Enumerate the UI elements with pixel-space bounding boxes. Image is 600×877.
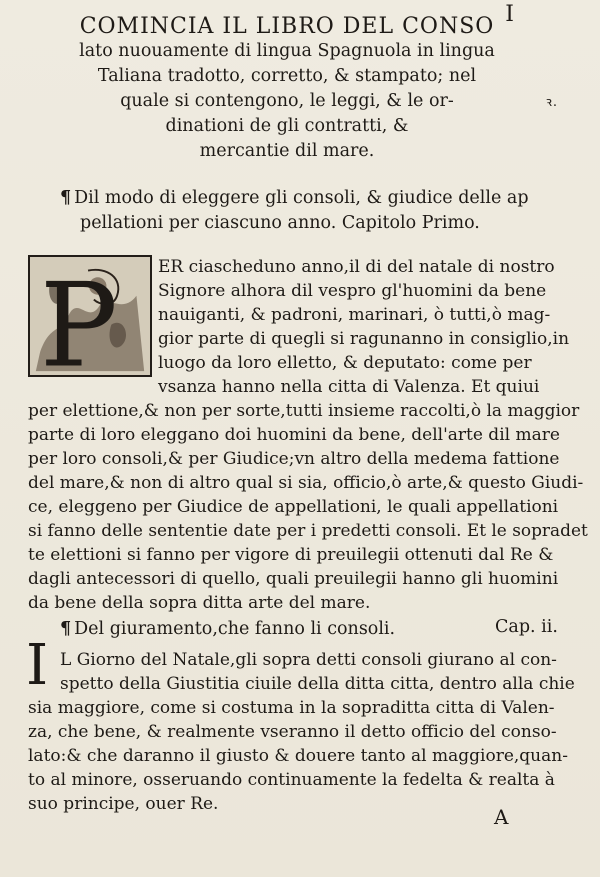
chapter2-line-3: sia maggiore, come si costuma in la sopraditta citta di Valen- bbox=[28, 698, 555, 718]
chapter1-heading-line-2: pellationi per ciascuno anno. Capitolo Primo. bbox=[80, 213, 480, 233]
title-block bbox=[52, 14, 522, 164]
folio-number: I bbox=[505, 2, 514, 27]
initial-letter bbox=[40, 258, 118, 375]
chapter1-line-2: Signore alhora dil vespro gl'huomini da bene bbox=[158, 281, 547, 301]
title-line-3: Taliana tradotto, corretto, & stampato; nel bbox=[97, 66, 477, 86]
chapter1-line-5: luogo da loro elletto, & deputato: come per bbox=[158, 353, 532, 373]
chapter1-line-8: parte di loro eleggano doi huomini da bene, dell'arte dil mare bbox=[28, 425, 560, 445]
chapter1-line-12: si fanno delle sententie date per i predetti consoli. Et le sopradet bbox=[28, 521, 588, 541]
chapter1-heading-line-1 bbox=[60, 186, 529, 211]
chapter2-line-7: suo principe, ouer Re. bbox=[28, 794, 219, 814]
woodcut-initial-icon bbox=[30, 257, 150, 375]
title-line-5: dinationi de gli contratti, & bbox=[165, 116, 409, 136]
chapter1-line-11: ce, eleggeno per Giudice de appellationi, le quali appellationi bbox=[28, 497, 559, 517]
title-line-4: quale si contengono, le leggi, & le or- bbox=[120, 91, 454, 111]
title-line-1: COMINCIA IL LIBRO DEL CONSO bbox=[79, 14, 495, 39]
chapter2-line-4: za, che bene, & realmente vseranno il detto officio del conso- bbox=[28, 722, 557, 742]
signature-mark: A bbox=[494, 805, 509, 829]
title-line-6: mercantie dil mare. bbox=[199, 141, 375, 161]
chapter1-line-1: ER ciascheduno anno,il di del natale di nostro bbox=[158, 257, 555, 277]
chapter2-heading-text: Del giuramento,che fanno li consoli. bbox=[74, 619, 396, 639]
chapter2-initial-letter: I bbox=[26, 633, 49, 698]
chapter1-line-4: gior parte di quegli si ragunanno in consiglio,in bbox=[158, 329, 570, 349]
chapter2-line-2: spetto della Giustitia ciuile della ditta citta, dentro alla chie bbox=[60, 674, 575, 694]
svg-text:P: P bbox=[39, 258, 118, 375]
chapter2-line-1: L Giorno del Natale,gli sopra detti consoli giurano al con- bbox=[60, 650, 557, 670]
chapter1-line-9: per loro consoli,& per Giudice;vn altro della medema fattione bbox=[28, 449, 560, 469]
chapter2-heading bbox=[60, 617, 395, 642]
title-line-2: lato nuouamente di lingua Spagnuola in lingua bbox=[79, 41, 495, 61]
pilcrow-icon: ¶ bbox=[60, 619, 72, 639]
chapter2-line-6: to al minore, osseruando continuamente la fedelta & realta à bbox=[28, 770, 555, 790]
chapter1-line-14: dagli antecessori di quello, quali preuilegii hanno gli huomini bbox=[28, 569, 559, 589]
chapter2-number: Cap. ii. bbox=[495, 617, 558, 637]
pilcrow-icon: ¶ bbox=[60, 188, 72, 208]
chapter2-line-5: lato:& che daranno il giusto & douere tanto al maggiore,quan- bbox=[28, 746, 568, 766]
chapter1-line-10: del mare,& non di altro qual si sia, officio,ò arte,& questo Giudi- bbox=[28, 473, 584, 493]
chapter1-heading-text-1: Dil modo di eleggere gli consoli, & giudice delle ap bbox=[74, 188, 529, 208]
chapter1-line-7: per elettione,& non per sorte,tutti insieme raccolti,ò la maggior bbox=[28, 401, 580, 421]
chapter1-line-15: da bene della sopra ditta arte del mare. bbox=[28, 593, 371, 613]
chapter1-line-13: te elettioni si fanno per vigore di preuilegii ottenuti dal Re & bbox=[28, 545, 554, 565]
decorated-initial-p bbox=[28, 255, 152, 377]
chapter1-line-6: vsanza hanno nella citta di Valenza. Et quiui bbox=[158, 377, 540, 397]
chapter1-line-3: nauiganti, & padroni, marinari, ò tutti,ò mag- bbox=[158, 305, 551, 325]
margin-mark: ꝛ. bbox=[545, 95, 558, 110]
